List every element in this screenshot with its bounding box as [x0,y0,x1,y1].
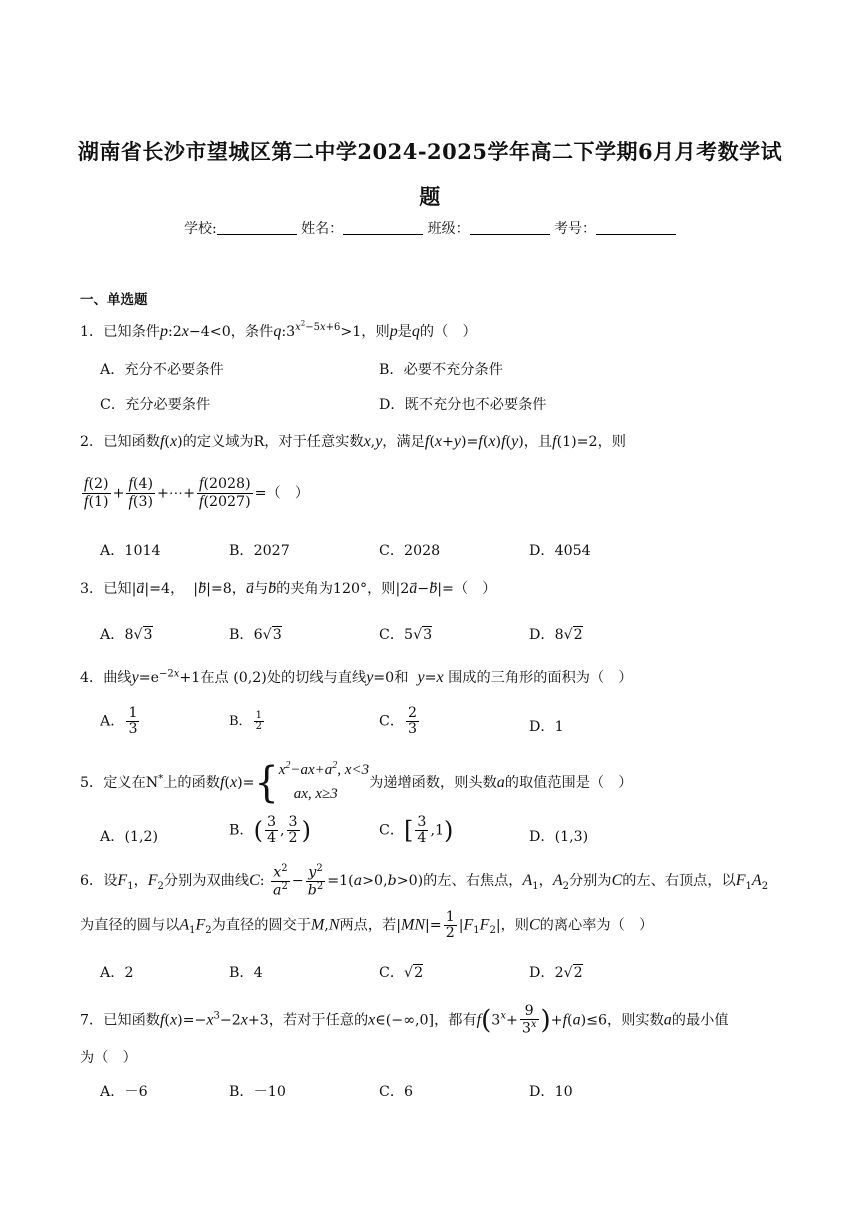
q5-text-b: 上的函数 [163,775,220,791]
q3-option-a[interactable]: A．8√3 [100,627,153,643]
q6-text-f: 为直径的圆与以 [80,917,180,934]
q4-option-c[interactable] [379,706,421,737]
q5-option-d-label: D． [529,829,555,845]
q6-a-value: 2 [124,965,134,981]
q5-option-d[interactable]: D．(1,3) [529,829,589,845]
q3-option-c-label: C． [379,627,405,643]
q3-option-c-coef: 5 [404,627,414,643]
q5-text-c: 为递增函数，则头数 [369,775,497,791]
q6-text-e: 的左、右顶点，以 [622,873,736,890]
q5-option-c[interactable]: C．[ $\frac{3}{4}$ ,1) [379,814,454,846]
question-3: 3．已知|a⃗|=4， |b⃗|=8，a与b的夹角为120°，则|2a⃗−b⃗|=（ ） [80,580,497,597]
q7-option-c[interactable]: C．6 [379,1084,414,1100]
q4-text-d: 和 [394,670,409,686]
q6-option-d[interactable]: D．2√2 [529,965,583,981]
q1-option-d[interactable]: D．既不充分也不必要条件 [379,397,547,413]
q6-text-a: 6．设 [80,873,118,890]
q6-text-j: 的离心率为（ ） [539,917,654,934]
q4-text-a: 4．曲线 [80,670,132,686]
q7-text-d: ，则实数 [607,1012,664,1029]
q3-option-a-root: 3 [143,627,153,643]
q3-option-a-label: A． [100,627,125,643]
q6-option-b[interactable] [229,962,263,982]
q6-text-h: 两点，若 [339,917,397,934]
q3-option-a-coef: 8 [124,627,134,643]
q1-text-a: 1．已知条件 [80,324,160,341]
q1-option-a[interactable]: A．充分不必要条件 [100,362,224,378]
q3-text-d: 与 [253,581,269,597]
q5-option-a-label: A． [100,829,125,845]
class-blank[interactable] [470,220,550,235]
q4-a-num: 1 [128,705,138,721]
question-6-line2: 为直径的圆与以$A_1F_2$为直径的圆交于M,N两点，若|MN|= $\frac{1}{2}$ $|F_1F_2|$，则C的离心率为（ ） [80,909,654,941]
exam-no-label: 考号： [554,221,597,237]
q4-option-b-label: B． [229,714,252,729]
school-blank[interactable] [217,220,297,235]
q2-option-c[interactable]: C．2028 [379,543,441,559]
q6-text-c: 的左、右焦点， [423,873,523,890]
question-2: 2．已知函数f(x)的定义域为R，对于任意实数x,y，满足f(x+y)=f(x)f(y)，且f(1)=2，则 [80,433,626,450]
q2-text-e: ，则 [597,434,626,450]
q4-option-a[interactable] [100,706,141,737]
q6-option-b-label: B． [229,965,254,981]
q4-option-b[interactable] [229,710,266,733]
q5-text-d: 的取值范围是（ ） [504,775,633,791]
q6-option-c[interactable]: C．√2 [379,965,424,981]
q1-option-b[interactable]: B．必要不充分条件 [379,362,503,378]
q6-b-value: 4 [253,965,263,981]
q4-option-d[interactable] [529,716,564,736]
q2-text-a: 2．已知函数 [80,434,160,450]
section-heading-single-choice: 一、单选题 [80,292,148,308]
school-label: 学校: [183,221,217,237]
q7-option-d[interactable]: D．10 [529,1084,573,1100]
name-blank[interactable] [343,220,423,235]
question-1: 1．已知条件p:2x−4<0，条件$q:3^{x^2-5x+6}>1$，则p是q的（ ） [80,320,477,341]
q5-text-a: 5．定义在N [80,775,159,791]
question-6-line1: 6．设$F_1$，$F_2$分别为双曲线C: $\frac{x^2}{a^2}$ − $\frac{y^2}{b^2}$ =1(a>0,b>0)的左、右焦点，$A_1$，$A_2$分别为C的左、右顶点，以$F_1A_2$ [80,863,769,899]
question-7-line1: 7．已知函数$f(x)=-x^3-2x+3$，若对于任意的x∈(−∞,0]，都有$f(3^x+$ $\frac{9}{3^x}$ )+f(a)≤6，则实数a的最小值 [80,1003,729,1037]
q3-text-e: 的夹角为120°，则 [276,581,396,597]
q6-option-a[interactable] [100,962,133,982]
q4-text-c: 处的切线与直线 [266,670,367,686]
q3-option-b-coef: 6 [253,627,263,643]
q7-text-b: ，若对于任意的 [268,1012,369,1029]
q1-text-e: 的（ ） [419,324,477,341]
student-info-row [0,218,860,238]
q6-text-g: 为直径的圆交于 [211,917,311,934]
question-5: 5．定义在N*上的函数f(x)={ $x^2-ax+a^2$, x<3 ax, x≥3 为递增函数，则头数a的取值范围是（ ） [80,757,633,807]
q3-option-d-label: D． [529,627,555,643]
q4-option-d-label: D． [529,719,555,735]
q3-option-d-root: 2 [573,627,583,643]
q4-text-b: 在点 [200,670,229,686]
q5-option-a[interactable]: A．(1,2) [100,829,159,845]
q4-a-den: 3 [128,720,138,737]
class-label: 班级： [427,221,470,237]
q1-option-c[interactable]: C．充分必要条件 [100,397,211,413]
q1-text-d: 是 [397,324,412,341]
q3-text-f: =（ ） [441,581,497,597]
q3-option-c-root: 3 [423,627,433,643]
q6-option-c-label: C． [379,965,405,981]
q4-b-num: 1 [255,709,262,721]
q3-option-d-coef: 8 [554,627,564,643]
question-4: 4．曲线$y=e^{-2x}+1$在点 (0,2)处的切线与直线y=0和 y=x 围成的三角形的面积为（ ） [80,668,633,686]
q4-option-a-label: A． [100,713,125,730]
q6-text-b: 分别为双曲线 [163,873,250,890]
q1-text-b: ，条件 [230,324,274,341]
exam-no-blank[interactable] [596,220,676,235]
q6-option-d-label: D． [529,965,555,981]
q3-option-b-root: 3 [272,627,282,643]
q2-expression: $\frac{f(2)}{f(1)}$ + $\frac{f(4)}{f(3)}$ +⋯+ $\frac{f(2028)}{f(2027)}$ =（ ） [84,475,310,510]
q2-option-b[interactable]: B．2027 [229,543,290,559]
question-7-line2: 为（ ） [80,1050,137,1066]
q2-text-b: 的定义域为R，对于任意实数 [182,434,364,450]
q7-option-a[interactable]: A．－6 [100,1084,148,1100]
exam-title-line2: 题 [419,184,441,209]
q7-text-c: ，都有 [434,1012,477,1029]
q4-b-den: 2 [255,721,262,732]
q2-paren: （ ） [266,485,310,502]
q4-option-c-label: C． [379,713,405,730]
q2-text-d: ，且 [523,434,553,450]
q1-text-c: ，则 [361,324,390,341]
q4-d-value: 1 [554,719,564,735]
q2-option-d[interactable]: D．4054 [529,543,591,559]
q3-text-c: =8， [210,581,246,597]
q4-c-num: 2 [408,705,418,721]
q7-text-e: 的最小值 [671,1012,729,1029]
q3-text-b: =4， [149,581,185,597]
q3-option-b[interactable]: B．6√3 [229,627,282,643]
q2-option-a[interactable]: A．1014 [100,543,161,559]
q4-text-e: 围成的三角形的面积为（ ） [448,670,633,686]
q3-option-d[interactable]: D．8√2 [529,627,583,643]
name-label: 姓名： [301,221,344,237]
q2-text-c: ，满足 [382,434,425,450]
q5-option-b-label: B． [229,822,254,839]
q6-option-a-label: A． [100,965,125,981]
q5-option-c-label: C． [379,822,405,839]
q5-option-b[interactable]: B．( $\frac{3}{4}$ , $\frac{3}{2}$ ) [229,814,311,846]
exam-title-line1: 湖南省长沙市望城区第二中学2024-2025学年高二下学期6月月考数学试 [77,139,783,164]
q6-text-i: ，则 [500,917,529,934]
q4-c-den: 3 [408,720,418,737]
q7-text-a: 7．已知函数 [80,1012,160,1029]
q3-option-b-label: B． [229,627,254,643]
q3-text-a: 3．已知 [80,581,132,597]
q6-text-d: 分别为 [568,873,612,890]
q7-option-b[interactable]: B．－10 [229,1084,286,1100]
q3-option-c[interactable]: C．5√3 [379,627,433,643]
